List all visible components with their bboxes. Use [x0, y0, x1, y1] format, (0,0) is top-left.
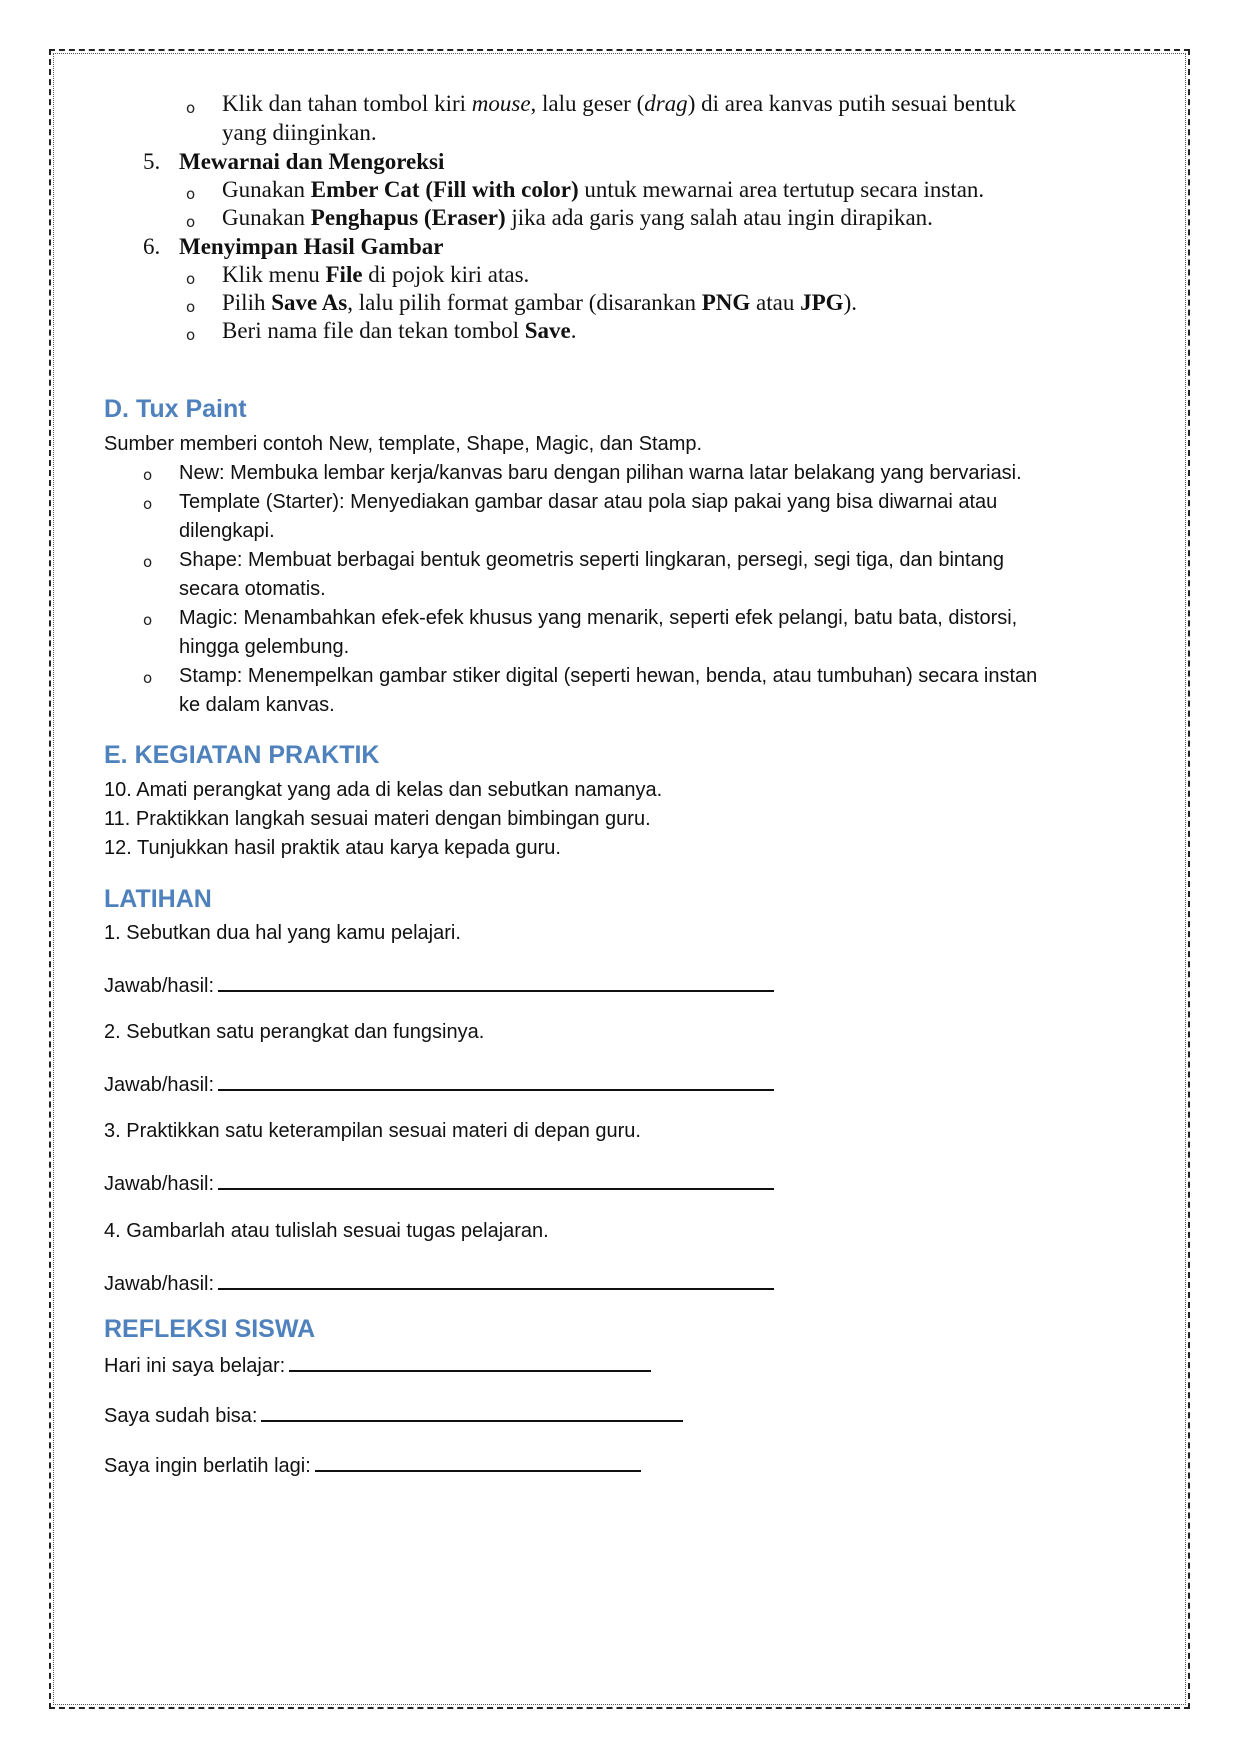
reflection-prompt: Saya ingin berlatih lagi:	[104, 1455, 311, 1477]
list-item: Template (Starter): Menyediakan gambar dasar atau pola siap pakai yang bisa diwarnai atau	[179, 491, 998, 513]
question-text: 4. Gambarlah atau tulislah sesuai tugas pelajaran.	[104, 1220, 549, 1242]
section-heading-d: D. Tux Paint	[104, 395, 247, 423]
answer-blank[interactable]	[218, 1071, 774, 1091]
section-heading-latihan: LATIHAN	[104, 885, 212, 913]
list-subitem: Gunakan Ember Cat (Fill with color) untuk mewarnai area tertutup secara instan.	[222, 177, 985, 202]
bullet-icon: o	[186, 185, 196, 203]
list-item-title: Mewarnai dan Mengoreksi	[179, 149, 445, 174]
answer-blank[interactable]	[218, 972, 774, 992]
bullet-icon: o	[186, 326, 196, 344]
bullet-icon: o	[143, 466, 153, 484]
bullet-icon: o	[186, 298, 196, 316]
reflection-blank[interactable]	[289, 1352, 651, 1372]
list-item: 10. Amati perangkat yang ada di kelas dan sebutkan namanya.	[104, 779, 663, 801]
reflection-prompt: Hari ini saya belajar:	[104, 1355, 286, 1377]
reflection-blank[interactable]	[315, 1452, 641, 1472]
section-heading-e: E. KEGIATAN PRAKTIK	[104, 741, 380, 769]
list-subitem-continuation: yang diinginkan.	[222, 120, 377, 145]
list-item-number: 5.	[143, 149, 161, 174]
answer-line	[104, 1071, 774, 1097]
answer-blank[interactable]	[218, 1170, 774, 1190]
answer-label: Jawab/hasil:	[104, 1074, 215, 1096]
section-heading-refleksi: REFLEKSI SISWA	[104, 1315, 316, 1343]
list-item: New: Membuka lembar kerja/kanvas baru dengan pilihan warna latar belakang yang bervariasi.	[179, 462, 1022, 484]
reflection-line	[104, 1352, 651, 1378]
list-item-continuation: hingga gelembung.	[179, 636, 350, 658]
list-item-continuation: dilengkapi.	[179, 520, 275, 542]
list-subitem: Pilih Save As, lalu pilih format gambar (disarankan PNG atau JPG).	[222, 290, 857, 315]
question-text: 3. Praktikkan satu keterampilan sesuai materi di depan guru.	[104, 1120, 641, 1142]
bullet-icon: o	[143, 669, 153, 687]
reflection-line	[104, 1402, 683, 1428]
section-intro: Sumber memberi contoh New, template, Shape, Magic, dan Stamp.	[104, 433, 703, 455]
list-subitem: Klik menu File di pojok kiri atas.	[222, 262, 530, 287]
list-subitem: Gunakan Penghapus (Eraser) jika ada garis yang salah atau ingin dirapikan.	[222, 205, 933, 230]
answer-label: Jawab/hasil:	[104, 1173, 215, 1195]
list-item: 11. Praktikkan langkah sesuai materi dengan bimbingan guru.	[104, 808, 651, 830]
question-text: 2. Sebutkan satu perangkat dan fungsinya.	[104, 1021, 485, 1043]
list-item-continuation: ke dalam kanvas.	[179, 694, 335, 716]
answer-label: Jawab/hasil:	[104, 1273, 215, 1295]
list-item: Magic: Menambahkan efek-efek khusus yang menarik, seperti efek pelangi, batu bata, distorsi,	[179, 607, 1018, 629]
reflection-prompt: Saya sudah bisa:	[104, 1405, 258, 1427]
list-item: Shape: Membuat berbagai bentuk geometris seperti lingkaran, persegi, segi tiga, dan bintang	[179, 549, 1004, 571]
list-item-title: Menyimpan Hasil Gambar	[179, 234, 444, 259]
bullet-icon: o	[143, 553, 153, 571]
list-item-continuation: secara otomatis.	[179, 578, 326, 600]
bullet-icon: o	[143, 495, 153, 513]
question-text: 1. Sebutkan dua hal yang kamu pelajari.	[104, 922, 461, 944]
bullet-icon: o	[186, 213, 196, 231]
answer-line	[104, 972, 774, 998]
bullet-icon: o	[186, 99, 196, 117]
bullet-icon: o	[186, 270, 196, 288]
list-subitem: Klik dan tahan tombol kiri mouse, lalu geser (drag) di area kanvas putih sesuai bentuk	[222, 91, 1016, 116]
answer-blank[interactable]	[218, 1270, 774, 1290]
list-subitem: Beri nama file dan tekan tombol Save.	[222, 318, 577, 343]
list-item: 12. Tunjukkan hasil praktik atau karya kepada guru.	[104, 837, 561, 859]
answer-label: Jawab/hasil:	[104, 975, 215, 997]
bullet-icon: o	[143, 611, 153, 629]
list-item-number: 6.	[143, 234, 161, 259]
reflection-line	[104, 1452, 641, 1478]
reflection-blank[interactable]	[261, 1402, 683, 1422]
answer-line	[104, 1170, 774, 1196]
list-item: Stamp: Menempelkan gambar stiker digital (seperti hewan, benda, atau tumbuhan) secara instan	[179, 665, 1038, 687]
answer-line	[104, 1270, 774, 1296]
